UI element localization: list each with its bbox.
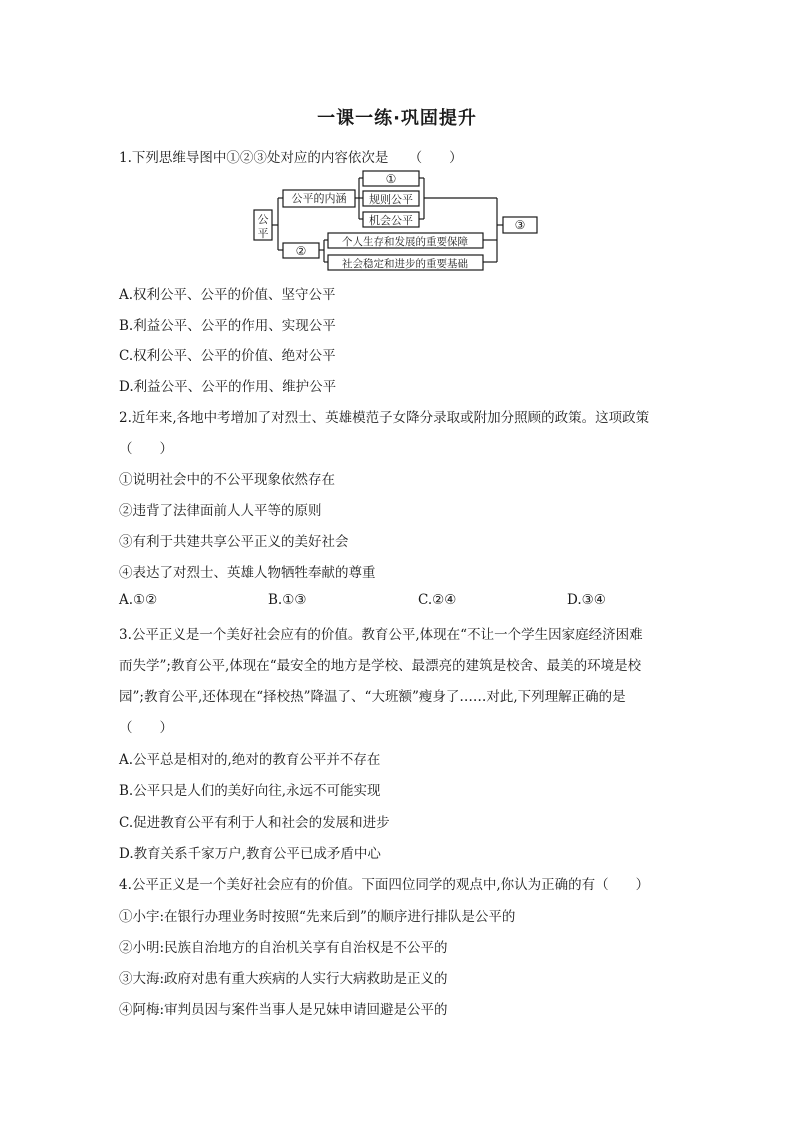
q3-option-a: A.公平总是相对的,绝对的教育公平并不存在 <box>119 752 381 768</box>
q3-line-1: 3.公平正义是一个美好社会应有的价值。教育公平,体现在“不让一个学生因家庭经济困难 <box>119 627 643 643</box>
mind-map-root-char2: 平 <box>257 227 269 240</box>
q2-paren: （ ） <box>119 441 173 457</box>
q4-stem: 4.公平正义是一个美好社会应有的价值。下面四位同学的观点中,你认为正确的有（ ） <box>119 877 650 893</box>
q4-item-1: ①小宇:在银行办理业务时按照“先来后到”的顺序进行排队是公平的 <box>119 909 516 925</box>
mind-map-branch1-label: 公平的内涵 <box>291 192 347 205</box>
mind-map-diagram <box>252 168 542 276</box>
mind-map-root-char1: 公 <box>257 213 269 226</box>
mind-map-chance-label: 机会公平 <box>369 214 413 227</box>
q1-option-b: B.利益公平、公平的作用、实现公平 <box>119 318 336 334</box>
q1-stem: 1.下列思维导图中①②③处对应的内容依次是 （ ） <box>119 150 463 166</box>
q3-option-c: C.促进教育公平有利于人和社会的发展和进步 <box>119 815 390 831</box>
q3-option-d: D.教育关系千家万户,教育公平已成矛盾中心 <box>119 846 381 862</box>
q3-line-3: 园”;教育公平,还体现在“择校热”降温了、“大班额”瘦身了……对此,下列理解正确的是 <box>119 689 626 705</box>
mind-map-society-label: 社会稳定和进步的重要基础 <box>342 258 468 270</box>
q3-line-2: 而失学”;教育公平,体现在“最安全的地方是学校、最漂亮的建筑是校舍、最美的环境是校 <box>119 658 642 674</box>
q2-choice-a: A.①② <box>119 592 158 608</box>
mind-map-life-label: 个人生存和发展的重要保障 <box>342 236 468 248</box>
mind-map-node1-label: ① <box>385 172 397 186</box>
mind-map-node3-label: ③ <box>514 218 526 232</box>
q2-stem: 2.近年来,各地中考增加了对烈士、英雄模范子女降分录取或附加分照顾的政策。这项政策 <box>119 410 650 426</box>
q4-item-2: ②小明:民族自治地方的自治机关享有自治权是不公平的 <box>119 940 448 956</box>
q1-option-a: A.权利公平、公平的价值、坚守公平 <box>119 287 336 303</box>
q4-item-3: ③大海:政府对患有重大疾病的人实行大病救助是正义的 <box>119 971 448 987</box>
q2-item-4: ④表达了对烈士、英雄人物牺牲奉献的尊重 <box>119 565 376 581</box>
q2-choice-b: B.①③ <box>268 592 307 608</box>
q4-item-4: ④阿梅:审判员因与案件当事人是兄妹申请回避是公平的 <box>119 1002 448 1018</box>
page-title: 一课一练·巩固提升 <box>317 108 477 129</box>
q2-choice-d: D.③④ <box>567 592 606 608</box>
mind-map-rule-label: 规则公平 <box>369 193 413 206</box>
q2-item-2: ②违背了法律面前人人平等的原则 <box>119 503 322 519</box>
q2-item-3: ③有利于共建共享公平正义的美好社会 <box>119 534 349 550</box>
q3-option-b: B.公平只是人们的美好向往,永远不可能实现 <box>119 783 381 799</box>
q1-option-c: C.权利公平、公平的价值、绝对公平 <box>119 348 336 364</box>
mind-map-node2-label: ② <box>295 244 307 258</box>
q1-option-d: D.利益公平、公平的作用、维护公平 <box>119 379 337 395</box>
q3-paren: （ ） <box>119 720 173 736</box>
q2-item-1: ①说明社会中的不公平现象依然存在 <box>119 472 335 488</box>
q2-choice-c: C.②④ <box>418 592 457 608</box>
